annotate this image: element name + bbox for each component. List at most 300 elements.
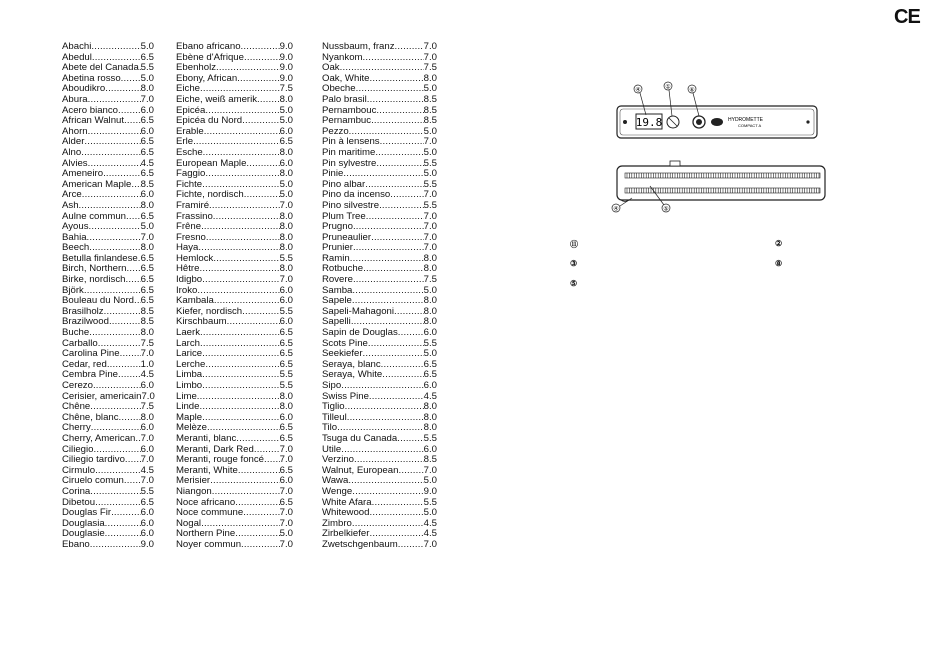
wood-code: 5.0 xyxy=(279,189,293,201)
wood-name: Rotbuche xyxy=(322,263,364,275)
wood-code: 7.0 xyxy=(279,199,293,211)
wood-code: 7.0 xyxy=(423,231,437,243)
wood-name: Cerezo xyxy=(62,380,93,391)
wood-code: 5.0 xyxy=(423,83,437,95)
wood-code: 6.5 xyxy=(140,284,154,296)
wood-code: 7.5 xyxy=(279,83,293,95)
callout-bottom-middle: ⑤ xyxy=(663,205,669,213)
wood-code: 8.0 xyxy=(279,146,293,158)
wood-name: Buche xyxy=(62,327,90,339)
wood-name: Sapeli-Mahagoni xyxy=(322,305,394,317)
wood-name: Cembra Pine xyxy=(62,369,118,381)
wood-name: Birke, nordisch xyxy=(62,274,126,286)
wood-name: Rovere xyxy=(322,274,353,286)
wood-name: Birch, Northern xyxy=(62,263,127,275)
wood-name: Aboudikro xyxy=(62,83,106,95)
wood-name: Noyer commun xyxy=(176,538,242,550)
wood-name: Zirbelkiefer xyxy=(322,528,370,540)
wood-code: 9.0 xyxy=(279,51,293,63)
wood-name: Cirmulo xyxy=(62,464,96,476)
wood-code: 5.0 xyxy=(423,284,437,296)
legend-marker-5: ⑤ xyxy=(570,279,578,288)
wood-name: Frassino xyxy=(176,210,213,222)
wood-name: Ash xyxy=(62,199,79,211)
wood-name: Pino da incenso xyxy=(322,189,391,201)
wood-code: 5.5 xyxy=(423,178,437,190)
wood-name: Eiche, weiß amerik xyxy=(176,93,258,105)
wood-name: Whitewood xyxy=(322,507,370,519)
wood-name: Douglasia xyxy=(62,517,105,529)
wood-code: 5.5 xyxy=(423,199,437,211)
wood-code: 5.0 xyxy=(423,146,437,158)
wood-name: Noce commune xyxy=(176,507,244,519)
wood-name: Oak, White xyxy=(322,72,370,84)
wood-code: 6.5 xyxy=(279,136,293,148)
wood-name: Haya xyxy=(176,242,199,254)
wood-name: Meranti, White xyxy=(176,464,238,476)
wood-name: Bouleau du Nord xyxy=(62,295,135,307)
wood-code: 7.5 xyxy=(140,337,154,349)
wood-code: 5.0 xyxy=(423,348,437,360)
wood-code: 6.5 xyxy=(279,337,293,349)
wood-name: Cedar, red xyxy=(62,358,107,370)
wood-name: Wawa xyxy=(322,475,349,487)
wood-name: Fresno xyxy=(176,231,206,243)
wood-code: 7.0 xyxy=(423,210,437,222)
wood-name: Northern Pine xyxy=(176,528,236,540)
wood-code: 6.5 xyxy=(140,274,154,286)
wood-name: Plum Tree xyxy=(322,210,366,222)
wood-code: 4.5 xyxy=(140,464,154,476)
wood-code: 6.5 xyxy=(140,263,154,275)
wood-name: Cherry, American xyxy=(62,432,136,444)
wood-code: 5.5 xyxy=(279,369,293,381)
wood-name: Verzino xyxy=(322,454,354,466)
legend-marker-3: ③ xyxy=(570,259,578,268)
wood-code: 7.0 xyxy=(423,189,437,201)
wood-name: Chêne xyxy=(62,401,91,413)
wood-code: 5.0 xyxy=(423,507,437,519)
wood-code: 7.0 xyxy=(279,507,293,519)
wood-code: 6.5 xyxy=(140,210,154,222)
wood-code: 6.5 xyxy=(423,358,437,370)
wood-name: Fichte, nordisch xyxy=(176,189,244,201)
wood-name: Ciliegio xyxy=(62,443,94,455)
wood-code: 7.5 xyxy=(423,62,437,74)
wood-name: Prugno xyxy=(322,221,353,233)
wood-code: 5.5 xyxy=(140,485,154,497)
wood-code: 8.5 xyxy=(140,305,154,317)
wood-code: 8.0 xyxy=(279,401,293,413)
wood-code: 6.0 xyxy=(279,411,293,423)
wood-name: Palo brasil xyxy=(322,93,367,105)
wood-code: 7.0 xyxy=(423,242,437,254)
wood-code: 4.5 xyxy=(140,157,154,169)
wood-name: Erle xyxy=(176,136,194,148)
wood-name: Hemlock xyxy=(176,252,214,264)
wood-name: Noce africano xyxy=(176,496,236,508)
wood-name: Ahorn xyxy=(62,125,88,137)
wood-code: 7.0 xyxy=(423,538,437,550)
wood-code: 7.0 xyxy=(279,485,293,497)
wood-code: 7.0 xyxy=(140,475,154,487)
device-top-view xyxy=(617,106,817,138)
wood-name: Pernambuc xyxy=(322,115,372,127)
wood-name: Epicéa du Nord xyxy=(176,115,243,127)
wood-name: Limbo xyxy=(176,380,203,391)
wood-code: 6.0 xyxy=(140,517,154,529)
wood-code: 6.0 xyxy=(140,443,154,455)
wood-code: 6.5 xyxy=(423,369,437,381)
wood-code: 8.0 xyxy=(140,83,154,95)
wood-name: Merisier xyxy=(176,475,211,487)
wood-code: 5.0 xyxy=(423,475,437,487)
wood-code: 8.0 xyxy=(423,305,437,317)
wood-code: 8.0 xyxy=(140,411,154,423)
wood-code: 4.5 xyxy=(423,390,437,402)
legend-marker-1: ⑪ xyxy=(570,240,578,249)
wood-name: Corina xyxy=(62,485,91,497)
wood-code: 4.5 xyxy=(423,517,437,529)
wood-code: 5.0 xyxy=(423,168,437,180)
wood-code: 4.5 xyxy=(140,369,154,381)
wood-name: Linde xyxy=(176,401,200,413)
wood-name: Limba xyxy=(176,369,203,381)
wood-code: 5.5 xyxy=(423,337,437,349)
wood-code: 6.0 xyxy=(140,380,154,391)
wood-code: 7.0 xyxy=(423,136,437,148)
wood-name: Ebène d'Afrique xyxy=(176,51,244,63)
wood-code: 6.0 xyxy=(140,104,154,116)
wood-code: 8.0 xyxy=(279,231,293,243)
wood-code: 7.0 xyxy=(140,454,154,466)
wood-name: Pino silvestre xyxy=(322,199,380,211)
device-side-view xyxy=(617,161,825,202)
wood-code: 6.0 xyxy=(279,157,293,169)
wood-name: Tiglio xyxy=(322,401,345,413)
wood-name: Beech xyxy=(62,242,90,254)
wood-code: 6.0 xyxy=(423,443,437,455)
wood-code: 5.0 xyxy=(140,72,154,84)
wood-name: Kirschbaum xyxy=(176,316,227,328)
wood-name: Chêne, blanc xyxy=(62,411,119,423)
wood-name: Zimbro xyxy=(322,517,352,529)
wood-code: 5.5 xyxy=(423,496,437,508)
wood-name: Seraya, blanc xyxy=(322,358,381,370)
wood-name: Brasilholz xyxy=(62,305,104,317)
wood-name: Pin sylvestre xyxy=(322,157,377,169)
wood-name: Carballo xyxy=(62,337,98,349)
wood-code: 8.0 xyxy=(279,210,293,222)
wood-name: Abura xyxy=(62,93,88,105)
wood-code: 9.0 xyxy=(279,41,293,52)
wood-code: 5.5 xyxy=(423,432,437,444)
wood-code: 8.0 xyxy=(423,252,437,264)
wood-name: Sipo xyxy=(322,380,342,391)
wood-code: 5.0 xyxy=(279,178,293,190)
wood-code: 6.5 xyxy=(140,496,154,508)
wood-code: 8.0 xyxy=(423,316,437,328)
wood-name: European Maple xyxy=(176,157,247,169)
wood-name: Kiefer, nordisch xyxy=(176,305,243,317)
wood-code: 8.0 xyxy=(140,242,154,254)
wood-code: 7.0 xyxy=(279,454,293,466)
wood-name: Tsuga du Canada xyxy=(322,432,398,444)
wood-code: 8.5 xyxy=(423,93,437,105)
wood-name: Abete del Canada xyxy=(62,62,139,74)
wood-name: Fichte xyxy=(176,178,203,190)
wood-name: Abetina rosso xyxy=(62,72,121,84)
wood-code: 6.0 xyxy=(279,475,293,487)
wood-name: Abachi xyxy=(62,41,92,52)
wood-name: Utile xyxy=(322,443,342,455)
wood-name: Seraya, White xyxy=(322,369,383,381)
wood-code: 5.5 xyxy=(140,62,154,74)
wood-code: 7.0 xyxy=(423,464,437,476)
callout-top-left: ④ xyxy=(635,86,641,94)
wood-name: Hêtre xyxy=(176,263,200,275)
wood-name: Pinie xyxy=(322,168,344,180)
wood-code: 7.0 xyxy=(279,517,293,529)
legend-marker-4: ⑧ xyxy=(775,259,783,268)
wood-code: 5.5 xyxy=(279,305,293,317)
wood-code: 6.0 xyxy=(140,507,154,519)
wood-code: 8.5 xyxy=(423,115,437,127)
wood-name: Sapele xyxy=(322,295,352,307)
wood-code: 6.5 xyxy=(140,168,154,180)
wood-name: Faggio xyxy=(176,168,206,180)
wood-name: American Maple xyxy=(62,178,132,190)
wood-name: Scots Pine xyxy=(322,337,368,349)
wood-code: 6.0 xyxy=(140,422,154,434)
wood-code: 8.0 xyxy=(279,263,293,275)
wood-name: Alder xyxy=(62,136,85,148)
wood-code: 6.5 xyxy=(140,146,154,158)
wood-name: Pino albar xyxy=(322,178,366,190)
wood-code: 8.0 xyxy=(279,242,293,254)
wood-name: Nogal xyxy=(176,517,202,529)
wood-code: 5.5 xyxy=(279,252,293,264)
wood-code: 7.0 xyxy=(140,231,154,243)
wood-name: Seekiefer xyxy=(322,348,363,360)
wood-name: Lerche xyxy=(176,358,206,370)
wood-name: Iroko xyxy=(176,284,198,296)
wood-name: African Walnut xyxy=(62,115,125,127)
wood-name: Sapin de Douglas xyxy=(322,327,398,339)
wood-name: Esche xyxy=(176,146,203,158)
wood-code: 7.5 xyxy=(423,274,437,286)
wood-name: Bahia xyxy=(62,231,87,243)
wood-name: Sapelli xyxy=(322,316,351,328)
wood-name: Ebenholz xyxy=(176,62,217,74)
wood-code: 6.0 xyxy=(140,528,154,540)
wood-name: Arce xyxy=(62,189,82,201)
wood-name: Prunier xyxy=(322,242,353,254)
wood-name: Meranti, rouge foncé xyxy=(176,454,264,466)
wood-name: Ramin xyxy=(322,252,350,264)
wood-code: 7.0 xyxy=(423,41,437,52)
wood-name: Aulne commun xyxy=(62,210,126,222)
wood-name: Oak xyxy=(322,62,340,74)
wood-name: Lime xyxy=(176,390,197,402)
wood-name: Idigbo xyxy=(176,274,203,286)
wood-code: 5.0 xyxy=(140,221,154,233)
wood-code: 6.5 xyxy=(279,496,293,508)
wood-code: 5.5 xyxy=(279,380,293,391)
wood-code: 6.0 xyxy=(279,316,293,328)
wood-name: Laerk xyxy=(176,327,200,339)
wood-name: Samba xyxy=(322,284,353,296)
wood-name: Pin maritime xyxy=(322,146,376,158)
model-label: COMPACT A xyxy=(738,123,762,128)
wood-name: Meranti, Dark Red xyxy=(176,443,254,455)
wood-name: Pernambouc xyxy=(322,104,377,116)
wood-code: 8.0 xyxy=(140,199,154,211)
wood-name: Larice xyxy=(176,348,203,360)
wood-code: 6.5 xyxy=(279,358,293,370)
wood-name: Obeche xyxy=(322,83,356,95)
wood-name: Maple xyxy=(176,411,203,423)
wood-code: 5.5 xyxy=(423,157,437,169)
wood-code: 6.0 xyxy=(279,295,293,307)
ce-mark: CE xyxy=(894,6,920,28)
wood-name: Douglas Fir xyxy=(62,507,112,519)
wood-code: 8.0 xyxy=(423,411,437,423)
wood-name: Ayous xyxy=(62,221,89,233)
wood-code: 8.5 xyxy=(423,454,437,466)
wood-code: 8.0 xyxy=(423,295,437,307)
wood-name: Pezzo xyxy=(322,125,349,137)
wood-code: 1.0 xyxy=(140,358,154,370)
wood-name: Pruneaulier xyxy=(322,231,372,243)
wood-code: 6.5 xyxy=(140,295,154,307)
wood-name: Douglasie xyxy=(62,528,105,540)
wood-code: 6.5 xyxy=(140,51,154,63)
wood-name: Kambala xyxy=(176,295,214,307)
wood-code: 7.0 xyxy=(141,390,155,402)
wood-name: Walnut, European xyxy=(322,464,399,476)
wood-code: 8.0 xyxy=(423,401,437,413)
wood-name: Niangon xyxy=(176,485,212,497)
wood-name: Ciruelo comun xyxy=(62,475,124,487)
wood-code: 8.5 xyxy=(423,104,437,116)
wood-code: 8.5 xyxy=(140,178,154,190)
wood-code: 8.0 xyxy=(423,422,437,434)
wood-code: 8.0 xyxy=(423,263,437,275)
wood-code: 6.5 xyxy=(279,327,293,339)
wood-name: Wenge xyxy=(322,485,353,497)
wood-code: 5.0 xyxy=(140,41,154,52)
wood-code: 8.0 xyxy=(279,221,293,233)
wood-code: 9.0 xyxy=(140,538,154,550)
wood-name: Abedul xyxy=(62,51,92,63)
callout-bottom-left: ④ xyxy=(613,205,619,213)
wood-name: Erable xyxy=(176,125,204,137)
wood-code: 5.0 xyxy=(279,115,293,127)
wood-code: 8.0 xyxy=(423,72,437,84)
wood-name: Ciliegio tardivo xyxy=(62,454,125,466)
wood-name: Eiche xyxy=(176,83,200,95)
wood-code: 9.0 xyxy=(279,72,293,84)
wood-code: 6.5 xyxy=(140,115,154,127)
wood-code: 5.0 xyxy=(279,528,293,540)
wood-code: 7.0 xyxy=(423,51,437,63)
wood-code: 8.0 xyxy=(279,390,293,402)
wood-code: 8.5 xyxy=(140,316,154,328)
wood-name: Ameneiro xyxy=(62,168,104,180)
wood-code: 7.0 xyxy=(140,348,154,360)
wood-code: 6.0 xyxy=(140,189,154,201)
wood-code: 6.0 xyxy=(140,125,154,137)
display-readout: 19.8 xyxy=(635,116,663,129)
wood-name: Alno xyxy=(62,146,82,158)
wood-name: Zwetschgenbaum xyxy=(322,538,398,550)
wood-name: Tilo xyxy=(322,422,338,434)
wood-code: 7.0 xyxy=(140,432,154,444)
brand-label: HYDROMETTE xyxy=(728,117,763,123)
wood-code: 6.0 xyxy=(423,380,437,391)
wood-name: Framiré xyxy=(176,199,210,211)
wood-code: 8.0 xyxy=(140,327,154,339)
wood-code: 6.5 xyxy=(279,432,293,444)
wood-name: Tilleul xyxy=(322,411,347,423)
wood-code: 6.0 xyxy=(279,125,293,137)
wood-code: 7.5 xyxy=(140,401,154,413)
wood-code: 7.0 xyxy=(279,274,293,286)
callout-top-middle: ① xyxy=(665,83,671,91)
wood-code: 9.0 xyxy=(423,485,437,497)
wood-code: 8.0 xyxy=(279,93,293,105)
wood-name: Dibetou xyxy=(62,496,96,508)
wood-name: Alvies xyxy=(62,157,88,169)
wood-code: 6.0 xyxy=(423,327,437,339)
wood-code: 9.0 xyxy=(279,62,293,74)
wood-code: 5.0 xyxy=(279,104,293,116)
wood-code: 7.0 xyxy=(279,443,293,455)
wood-name: Björk xyxy=(62,284,84,296)
wood-name: Swiss Pine xyxy=(322,390,369,402)
wood-code: 6.5 xyxy=(279,422,293,434)
legend-marker-2: ② xyxy=(775,239,783,248)
wood-name: Epicéa xyxy=(176,104,206,116)
wood-name: Betulla finlandese xyxy=(62,252,138,264)
wood-code: 6.5 xyxy=(140,136,154,148)
wood-name: Ebony, African xyxy=(176,72,238,84)
wood-code: 6.5 xyxy=(279,464,293,476)
wood-code: 7.0 xyxy=(423,221,437,233)
wood-code: 6.5 xyxy=(279,348,293,360)
wood-name: Ebano africano xyxy=(176,41,241,52)
wood-name: Ebano xyxy=(62,538,90,550)
wood-name: Cherry xyxy=(62,422,91,434)
wood-code: 8.0 xyxy=(279,168,293,180)
wood-code: 7.0 xyxy=(279,538,293,550)
wood-name: Melèze xyxy=(176,422,207,434)
wood-name: White Afara xyxy=(322,496,372,508)
wood-name: Nyankom xyxy=(322,51,363,63)
wood-name: Pin à lensens xyxy=(322,136,380,148)
wood-name: Meranti, blanc xyxy=(176,432,237,444)
wood-name: Cerisier, americain xyxy=(62,390,142,402)
wood-code: 7.0 xyxy=(140,93,154,105)
wood-name: Larch xyxy=(176,337,200,349)
wood-code: 5.0 xyxy=(423,125,437,137)
wood-code: 6.5 xyxy=(140,252,154,264)
wood-name: Nussbaum, franz xyxy=(322,41,395,52)
wood-code: 6.0 xyxy=(279,284,293,296)
wood-name: Acero bianco xyxy=(62,104,118,116)
wood-name: Brazilwood xyxy=(62,316,109,328)
